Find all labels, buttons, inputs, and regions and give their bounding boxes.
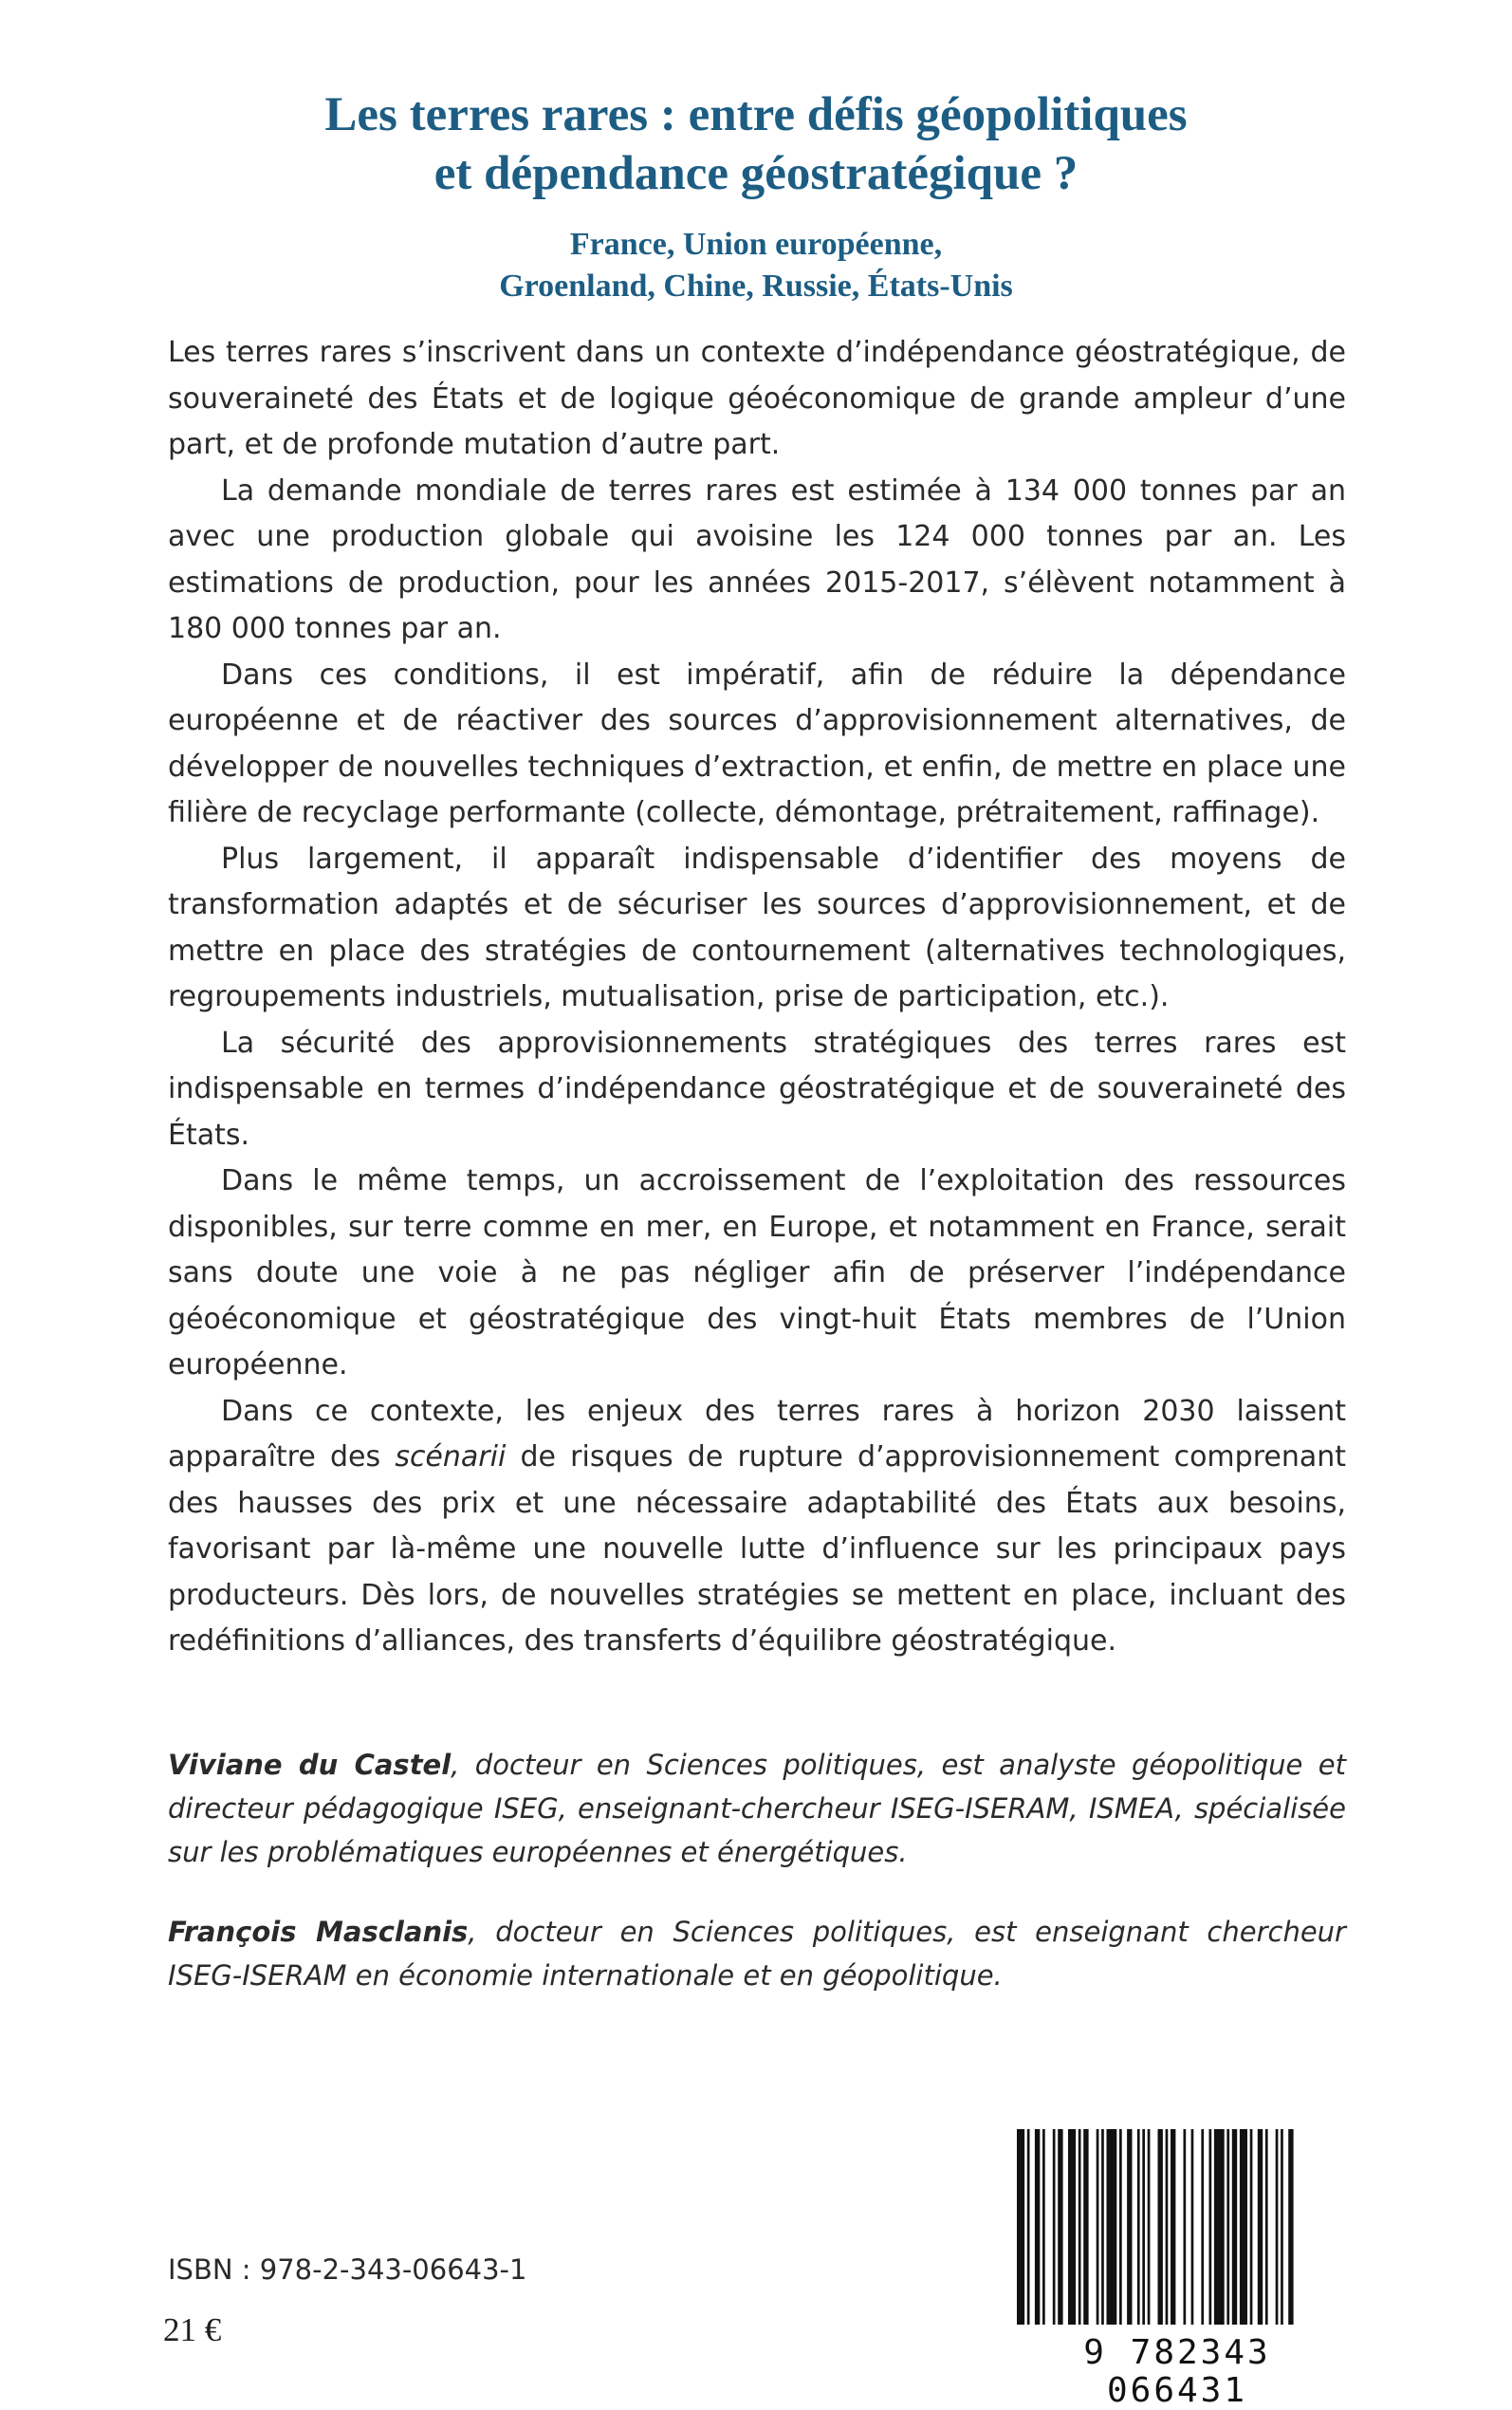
barcode-bar — [1079, 2129, 1081, 2325]
barcode-bar — [1148, 2129, 1151, 2325]
barcode-bar — [1058, 2129, 1062, 2325]
book-title-line-1: Les terres rares : entre défis géopolitiques — [324, 88, 1188, 141]
author-bio-2 — [168, 1910, 1346, 1997]
barcode-bar — [1027, 2129, 1030, 2325]
barcode-bar — [1201, 2129, 1204, 2325]
barcode-bars — [1011, 2129, 1343, 2330]
barcode-bar — [1226, 2129, 1229, 2325]
barcode-bar — [1158, 2129, 1163, 2325]
barcode-bar — [1142, 2129, 1145, 2325]
barcode-bar — [1240, 2129, 1247, 2325]
barcode-bar — [1281, 2129, 1283, 2325]
barcode-digits: 9 782343 066431 — [1083, 2333, 1271, 2410]
barcode-bar — [1083, 2129, 1088, 2325]
barcode-bar — [1137, 2129, 1140, 2325]
author-description-1: , docteur en Sciences politiques, est analyste géopolitique et directeur pédagogique ISEG, enseignant-chercheur ISEG-ISERAM, ISMEA, spécialisée sur les problématiques européennes et énergétiques. — [168, 1749, 1346, 1868]
blurb-paragraph-7-italic: scénarii — [395, 1440, 507, 1474]
blurb-paragraph-4: Plus largement, il apparaît indispensable d’identifier des moyens de transformation adaptés et de sécuriser les sources d’approvisionnement, et de mettre en place des stratégies de contournement (alternatives technologiques, regroupements industriels, mutualisation, prise de participation, etc.). — [168, 842, 1346, 1013]
blurb-paragraph-1: Les terres rares s’inscrivent dans un contexte d’indépendance géostratégique, de souveraineté des États et de logique géoéconomique de grande ampleur d’une part, et de profonde mutation d’autre part. — [168, 336, 1346, 461]
barcode-bar — [1107, 2129, 1117, 2325]
barcode-bar — [1097, 2129, 1099, 2325]
barcode-bar — [1250, 2129, 1253, 2325]
barcode-bar — [1068, 2129, 1076, 2325]
barcode-bar — [1265, 2129, 1268, 2325]
barcode-bar — [1276, 2129, 1279, 2325]
barcode-bar — [1053, 2129, 1056, 2325]
barcode-bar — [1101, 2129, 1104, 2325]
barcode-bar — [1209, 2129, 1212, 2325]
blurb-paragraph-5: La sécurité des approvisionnements stratégiques des terres rares est indispensable en termes d’indépendance géostratégique et de souveraineté des États. — [168, 1026, 1346, 1152]
blurb-paragraph-7-start: Dans ce contexte, les enjeux des terres rares à horizon 2030 laissent apparaître des — [168, 1394, 1346, 1474]
author-name-2: François Masclanis — [168, 1916, 469, 1948]
barcode — [1011, 2129, 1343, 2410]
author-description-2: , docteur en Sciences politiques, est enseignant chercheur ISEG-ISERAM en économie internationale et en géopolitique. — [168, 1916, 1346, 1992]
barcode-bar — [1191, 2129, 1194, 2325]
book-subtitle — [0, 224, 1512, 307]
barcode-bar — [1214, 2129, 1225, 2325]
barcode-bar — [1127, 2129, 1132, 2325]
barcode-bar — [1166, 2129, 1169, 2325]
barcode-bar — [1184, 2129, 1187, 2325]
blurb-paragraph-2: La demande mondiale de terres rares est estimée à 134 000 tonnes par an avec une production globale qui avoisine les 124 000 tonnes par an. Les estimations de production, pour les années 2015-2017, s’élèvent notamment à 180 000 tonnes par an. — [168, 473, 1346, 645]
barcode-bar — [1171, 2129, 1175, 2325]
author-bio-1 — [168, 1743, 1346, 1874]
barcode-bar — [1119, 2129, 1122, 2325]
author-name-1: Viviane du Castel — [168, 1749, 452, 1781]
book-subtitle-line-1: France, Union européenne, — [569, 227, 943, 262]
book-title — [0, 85, 1512, 203]
barcode-bar — [1232, 2129, 1237, 2325]
barcode-bar — [1258, 2129, 1263, 2325]
barcode-bar — [1042, 2129, 1045, 2325]
blurb-paragraph-7-end: de risques de rupture d’approvisionnement comprenant des hausses des prix et une nécessaire adaptabilité des États aux besoins, favorisant par là-même une nouvelle lutte d’influence sur les principaux pays producteurs. Dès lors, de nouvelles stratégies se mettent en place, incluant des redéfinitions d’alliances, des transferts d’équilibre géostratégique. — [168, 1440, 1346, 1658]
book-subtitle-line-2: Groenland, Chine, Russie, États-Unis — [499, 269, 1013, 304]
blurb-paragraph-6: Dans le même temps, un accroissement de l’exploitation des ressources disponibles, sur terre comme en mer, en Europe, et notamment en France, serait sans doute une voie à ne pas négliger afin de préserver l’indépendance géoéconomique et géostratégique des vingt-huit États membres de l’Union européenne. — [168, 1164, 1346, 1381]
price-label: 21 € — [163, 2311, 222, 2348]
blurb-paragraph-7 — [168, 1389, 1346, 1665]
book-title-line-2: et dépendance géostratégique ? — [433, 147, 1079, 200]
blurb — [168, 330, 1346, 1665]
isbn-label: ISBN : 978-2-343-06643-1 — [168, 2253, 527, 2286]
author-bios — [168, 1743, 1346, 2033]
barcode-bar — [1035, 2129, 1040, 2325]
blurb-paragraph-3: Dans ces conditions, il est impératif, afin de réduire la dépendance européenne et de réactiver des sources d’approvisionnement alternatives, de développer de nouvelles techniques d’extraction, et enfin, de mettre en place une filière de recyclage performante (collecte, démontage, prétraitement, raffinage). — [168, 658, 1346, 829]
barcode-bar — [1288, 2129, 1293, 2325]
barcode-bar — [1017, 2129, 1024, 2325]
